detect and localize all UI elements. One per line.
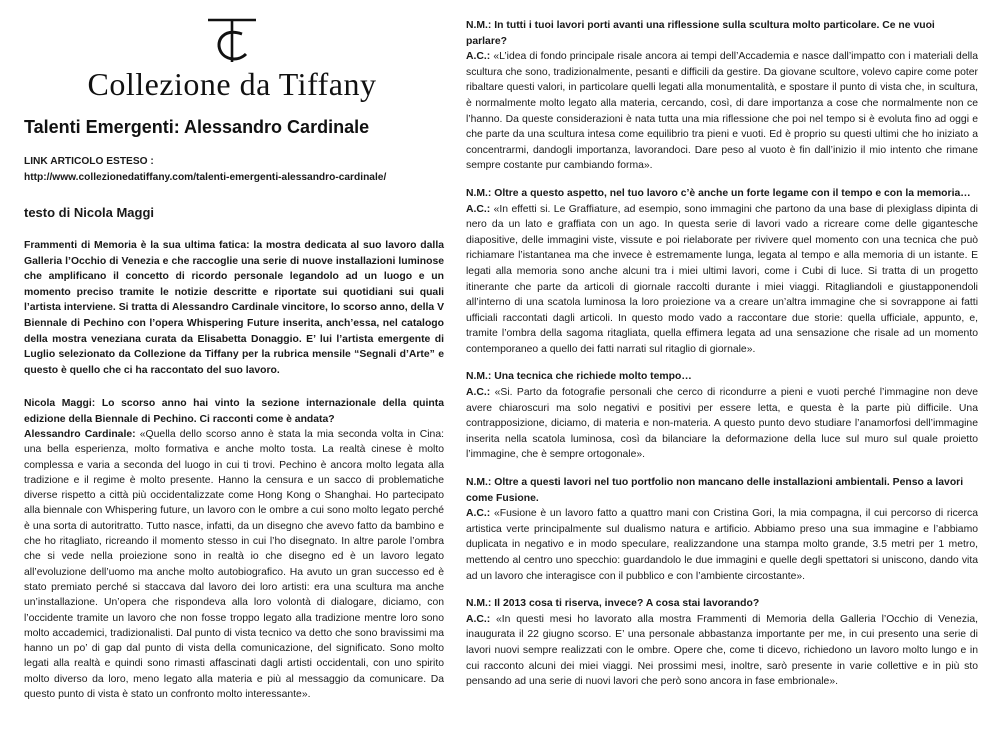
first-answer bbox=[24, 427, 444, 702]
answer-speaker: Alessandro Cardinale: bbox=[24, 428, 136, 440]
left-column bbox=[24, 18, 444, 702]
answer-speaker: A.C.: bbox=[466, 387, 491, 399]
qa-block bbox=[466, 186, 978, 358]
question: N.M.: In tutti i tuoi lavori porti avanti una riflessione sulla scultura molto particolare. Ce ne vuoi parlare? bbox=[466, 20, 935, 47]
question: N.M.: Il 2013 cosa ti riserva, invece? A cosa stai lavorando? bbox=[466, 598, 760, 610]
qa-block bbox=[466, 369, 978, 463]
first-question: Nicola Maggi: Lo scorso anno hai vinto la sezione internazionale della quinta edizione della Biennale di Pechino. Ci racconti come è andata? bbox=[24, 398, 444, 425]
article-headline: Talenti Emergenti: Alessandro Cardinale bbox=[24, 117, 370, 137]
answer-speaker: A.C.: bbox=[466, 203, 491, 215]
answer-speaker: A.C.: bbox=[466, 508, 491, 520]
link-block bbox=[24, 154, 444, 186]
answer bbox=[466, 506, 978, 584]
answer-text: «Quella dello scorso anno è stata la mia seconda volta in Cina: una bella esperienza, molto formativa e anche molto tosta. La realtà cinese è molto complessa e varia a seconda del luogo in cui ti trovi. Pechino è ancora molto legata alla tradizione e il regime è molto presente. Hanno la censura e un sacco di problematiche diverse rispetto a città più occidentalizzate come Hong Kong o Shanghai. Ho partecipato alla biennale con Whispering future, un lavoro con le ombre a cui sono molto legato perché è una sorta di autoritratto. Tutto nasce, infatti, da un disegno che avevo fatto da bambino e che ho ritagliato, ricreando il momento stesso in cui l’ho disegnato. In altre parole l’ombra che si vede nella proiezione sono in realtà io che disegno ed è un lavoro legato all’evoluzione dell’uomo ma anche molto autobiografico. Ha avuto un gran successo ed è stato premiato perché si staccava dal lavoro dei loro artisti: era una scultura ma anche un’installazione. Un’opera che rispondeva alla loro volontà di dialogare, diciamo, con l’occidente tramite un lavoro che non fosse troppo legato alla tradizione mentre loro sono molto accademici, tradizionalisti. Dal punto di vista tecnico va detto che sono bravissimi ma hanno un po’ di gap dal punto di vista della comunicazione, del significato. Sono molto legati alla realtà e quindi sono rimasti affascinati dagli artisti occidentali, con uno spirito molto diverso da loro, meno legato alla materia e più al messaggio da comunicare. Da questo punto di vista è stato un confronto molto interessante». bbox=[24, 428, 444, 700]
answer bbox=[466, 385, 978, 463]
qa-block bbox=[466, 18, 978, 174]
answer-speaker: A.C.: bbox=[466, 51, 491, 63]
answer-text: «Fusione è un lavoro fatto a quattro mani con Cristina Gori, la mia compagna, il cui percorso di ricerca artistica verte principalmente sul dualismo natura e artificio. Abbiamo preso una sua immagine e l’abbiamo duplicata in negativo e in modo speculare, realizzandone una stampa molto grande, 3.5 metri per 1 metro, mettendo al centro uno specchio: guardandolo le due immagini e quelle degli spettatori si uniscono, dando vita ad un lavoro che interagisce con il pubblico e con l’ambiente circostante». bbox=[466, 508, 978, 582]
link-label: LINK ARTICOLO ESTESO : bbox=[24, 156, 154, 167]
answer-text: «In effetti si. Le Graffiature, ad esempio, sono immagini che partono da una base di plexiglass dipinta di nero da un lato e graffiata con un ago. In questa serie di lavori vado a ricreare come delle gigantesche diapositive, delle immagini viste, vissute e poi rielaborate per rivivere quel momento con una tecnica che può richiamare l’istantanea ma che invece è estremamente lunga, legata al tempo e alla memoria di un istante. E legati alla memoria sono anche alcuni tra i miei ultimi lavori, come i Cubi di luce. Si tratta di un progetto itinerante che parte da articoli di giornale raccolti durante i miei viaggi. Ritagliandoli e giustapponendoli all’interno di una scatola luminosa la loro proiezione va a creare un’altra immagine che si sovrappone ai fatti ufficiali raccontati dagli articoli. In questo modo vado a raccontare due storie: quella ufficiale, appunto, e, tramite l’ombra della sagoma ritagliata, quella effimera legata ad una sensazione che risale ad un momento contemporaneo a quello dei fatti narrati sul ritaglio di giornale». bbox=[466, 203, 978, 355]
answer-speaker: A.C.: bbox=[466, 613, 491, 625]
question: N.M.: Una tecnica che richiede molto tempo… bbox=[466, 371, 692, 383]
article-link[interactable]: http://www.collezionedatiffany.com/talenti-emergenti-alessandro-cardinale/ bbox=[24, 172, 387, 183]
brand-logo bbox=[20, 18, 444, 103]
answer-text: «Si. Parto da fotografie personali che cerco di ricondurre a pieni e vuoti perché l’immagine non deve avere chiaroscuri ma solo negativi e positivi per essere letta, e questa è la parte più difficile. Una contrapposizione, diciamo, di materia e non-materia. A questo punto devo studiare l’anamorfosi dell’immagine inserita nella scatola luminosa, così da bilanciare la deformazione della luce sul muro sul quale proietto l’immagine, che è sempre ortogonale». bbox=[466, 387, 979, 461]
brand-name: Collezione da Tiffany bbox=[87, 66, 377, 102]
answer-text: «L’idea di fondo principale risale ancora ai tempi dell’Accademia e nasce dall’impatto con i materiali della scultura che sono, tradizionalmente, pesanti e difficili da gestire. Da giovane scultore, volevo capire come poter ribaltare questi valori, in particolare quelli legati alla monumentalità, e spostare il punto di vista che, in scultura, è normalmente molto legato alla materia, cercando, così, di dare importanza a cose che normalmente non ce l’hanno. Da queste considerazioni è nata tutta una mia riflessione che poi nel tempo si è evoluta fino ad oggi e che parte da una scultura intesa come equilibrio tra pieni e vuoti. Ed è proprio su questi ultimi che ho iniziato a concentrarmi, dandogli importanza, lavorandoci. Dare peso al vuoto è fin dall’inizio il mio intento che rimane sempre costante pur cambiando forma». bbox=[466, 51, 979, 172]
byline: testo di Nicola Maggi bbox=[24, 205, 155, 220]
intro-paragraph: Frammenti di Memoria è la sua ultima fatica: la mostra dedicata al suo lavoro dalla Galleria l’Occhio di Venezia e che raccoglie una serie di nuove installazioni luminose che amplificano il concetto di ricordo personale legandolo ad un luogo e un momento preciso tramite le notizie descritte e riportate sui quotidiani sui quali l’artista interviene. Si tratta di Alessandro Cardinale vincitore, lo scorso anno, della V Biennale di Pechino con l’opera Whispering Future inserita, anch’essa, nel catalogo della mostra veneziana curata da Elisabetta Donaggio. E’ lui l’artista emergente di Luglio selezionato da Collezione da Tiffany per la rubrica mensile “Segnali d’Arte” e questo è quello che ci ha raccontato del suo lavoro. bbox=[24, 240, 444, 376]
question: N.M.: Oltre a questo aspetto, nel tuo lavoro c’è anche un forte legame con il tempo e con la memoria… bbox=[466, 187, 971, 199]
answer bbox=[466, 612, 978, 690]
qa-block bbox=[466, 596, 978, 690]
qa-block bbox=[466, 475, 978, 584]
answer bbox=[466, 49, 978, 174]
right-column bbox=[466, 18, 978, 702]
question: N.M.: Oltre a questi lavori nel tuo portfolio non mancano delle installazioni ambientali. Penso a lavori come Fusione. bbox=[466, 477, 964, 504]
ct-monogram-icon bbox=[202, 18, 262, 64]
answer-text: «In questi mesi ho lavorato alla mostra Frammenti di Memoria della Galleria l’Occhio di Venezia, inaugurata il 22 giugno scorso. E’ una personale abbastanza importante per me, in cui presento una serie di lavori nuovi sempre realizzati con le ombre. Opere che, come ti dicevo, richiedono un lavoro molto lungo e in cui racconto alcuni dei miei viaggi. Nei prossimi mesi, inoltre, sarò presente in varie collettive e in più sto pensando ad una serie di nuovi lavori che però sono ancora in fase embrionale». bbox=[466, 613, 979, 688]
answer bbox=[466, 202, 978, 358]
